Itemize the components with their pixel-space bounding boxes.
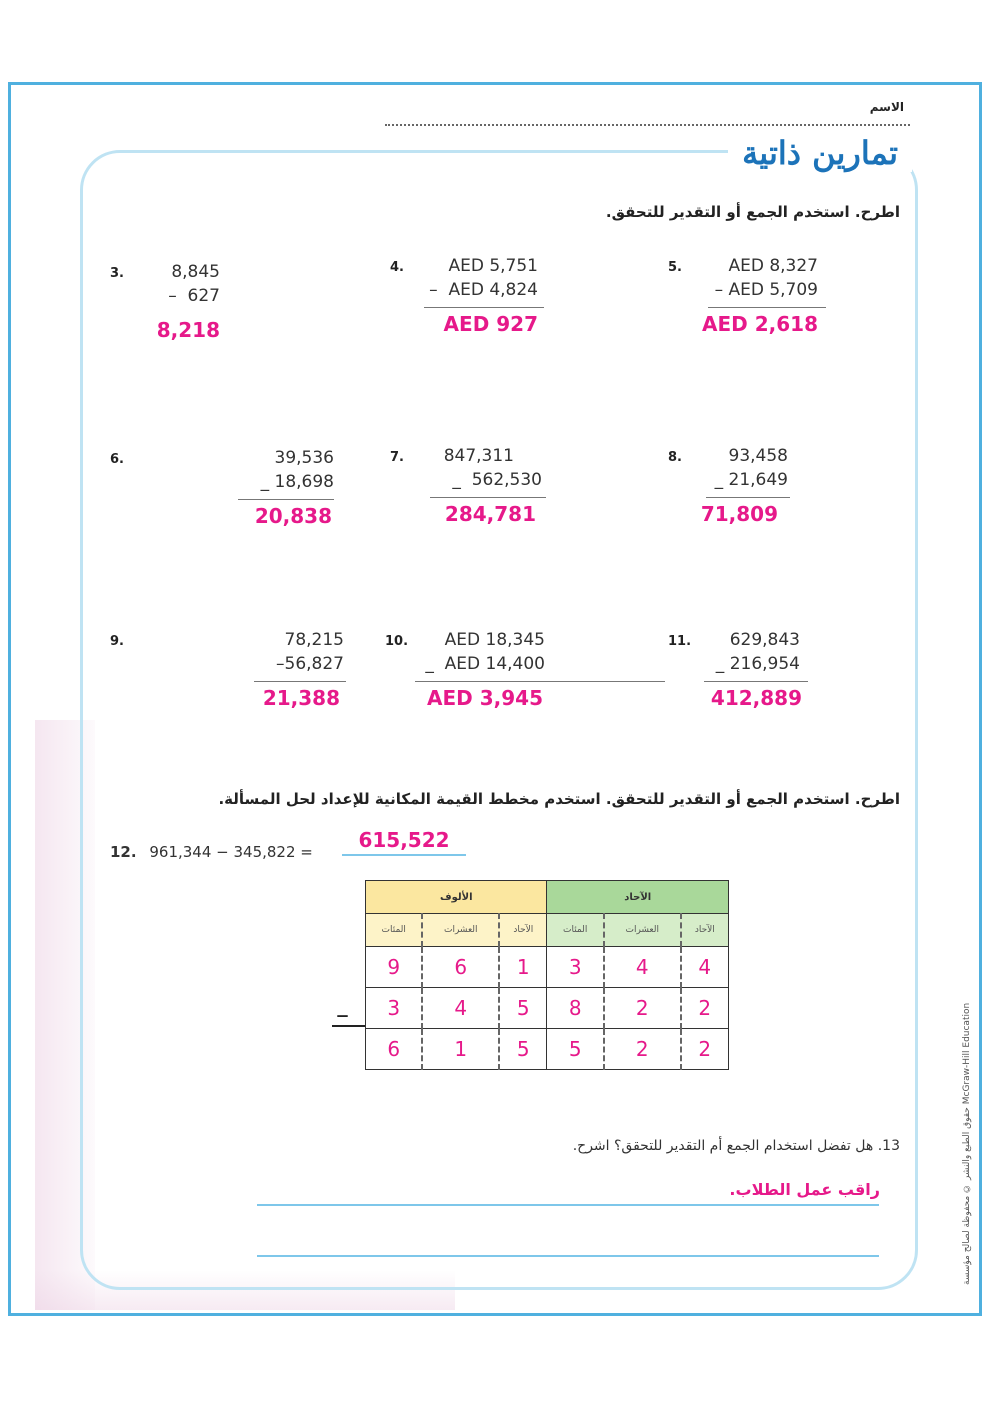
problem-number: 3. [110,266,124,281]
answer-rule [430,497,546,498]
subheader: الآحاد [499,914,547,947]
subtraction-rule [332,1025,365,1027]
problem-number: 10. [385,634,409,649]
subheader: المئات [366,914,423,947]
group-header-ones: الآحاد [547,881,729,914]
minus-sign: – [336,1000,349,1030]
name-label: الاسم [869,100,904,114]
minuend: AED 18,345 [444,630,545,650]
writing-line[interactable] [257,1204,879,1206]
digit-cell[interactable]: 4 [604,947,681,988]
problem-number: 11. [668,634,692,649]
subheader: العشرات [604,914,681,947]
digit-cell[interactable]: 3 [547,947,604,988]
answer: AED 3,945 [427,686,543,710]
chart-row-minuend [366,947,729,988]
digit-cell[interactable]: 4 [422,988,499,1029]
digit-cell[interactable]: 1 [422,1029,499,1070]
writing-line[interactable] [257,1255,879,1257]
digit-cell[interactable]: 5 [499,988,547,1029]
minuend: 78,215 [284,630,344,650]
answer-rule [706,497,790,498]
minuend: 8,845 [171,262,220,282]
answer-rule [415,681,665,682]
answer-rule [424,307,544,308]
page-title: تمارين ذاتية [742,134,898,172]
instruction-2: اطرح. استخدم الجمع أو التقدير للتحقق. استخدم مخطط القيمة المكانية للإعداد لحل المسألة. [218,790,900,808]
subheader: العشرات [422,914,499,947]
minuend: AED 5,751 [448,256,538,276]
problem-5 [668,256,908,346]
answer: 20,838 [254,504,332,528]
problem-number: 6. [110,452,124,467]
subtrahend: _ 562,530 [452,470,542,490]
digit-cell[interactable]: 8 [547,988,604,1029]
subtrahend: – 627 [168,286,220,306]
problem-8 [668,446,908,536]
digit-cell[interactable]: 6 [366,1029,423,1070]
answer: 71,809 [700,502,778,526]
problem-12 [110,843,313,861]
subtrahend: _ 21,649 [714,470,788,490]
problem-number: 12. [110,843,137,861]
minuend: 629,843 [729,630,800,650]
subtrahend: _ 216,954 [715,654,800,674]
answer: 21,388 [262,686,340,710]
digit-cell[interactable]: 9 [366,947,423,988]
title-wrap [728,134,912,172]
digit-cell[interactable]: 2 [681,1029,729,1070]
minuend: 847,311 [443,446,514,466]
subtrahend: _ AED 14,400 [425,654,545,674]
problem-4 [390,256,630,346]
digit-cell[interactable]: 5 [499,1029,547,1070]
digit-cell[interactable]: 3 [366,988,423,1029]
answer: AED 2,618 [702,312,818,336]
problem-number: 9. [110,634,124,649]
digit-cell[interactable]: 2 [604,988,681,1029]
minuend: AED 8,327 [728,256,818,276]
name-field[interactable] [385,124,910,126]
problem-7 [390,446,630,536]
problem-11 [668,630,908,720]
minuend: 93,458 [728,446,788,466]
digit-cell[interactable]: 5 [547,1029,604,1070]
answer: AED 927 [443,312,538,336]
answer: 8,218 [156,318,220,342]
answer: 284,781 [444,502,536,526]
answer-rule [708,307,826,308]
place-value-chart [365,880,729,1070]
subtrahend: _ 18,698 [260,472,334,492]
expression: 961,344 − 345,822 = [149,843,313,861]
digit-cell[interactable]: 2 [604,1029,681,1070]
group-header-thousands: الألوف [366,881,547,914]
digit-cell[interactable]: 6 [422,947,499,988]
subtrahend: – AED 5,709 [714,280,818,300]
problem-9 [110,630,350,720]
chart-row-difference [366,1029,729,1070]
minuend: 39,536 [274,448,334,468]
question-13-answer: راقب عمل الطلاب. [729,1180,880,1199]
problem-12-answer[interactable]: 615,522 [342,828,466,856]
problem-6 [110,448,350,538]
answer: 412,889 [710,686,802,710]
copyright-sidebar: حقوق الطبع والنشر © محفوظة لصالح مؤسسة McGraw-Hill Education [962,1002,972,1285]
answer-rule [704,681,808,682]
problem-number: 7. [390,450,404,465]
problem-number: 5. [668,260,682,275]
problem-number: 8. [668,450,682,465]
question-13: 13. هل تفضل استخدام الجمع أم التقدير للتحقق؟ اشرح. [572,1138,900,1154]
problem-10 [385,630,625,720]
instruction-1: اطرح. استخدم الجمع أو التقدير للتحقق. [605,203,900,221]
subtrahend: –56,827 [276,654,344,674]
problem-number: 4. [390,260,404,275]
digit-cell[interactable]: 1 [499,947,547,988]
answer-rule [238,499,334,500]
subheader: الآحاد [681,914,729,947]
chart-row-subtrahend [366,988,729,1029]
digit-cell[interactable]: 2 [681,988,729,1029]
problem-3 [110,262,350,352]
digit-cell[interactable]: 4 [681,947,729,988]
answer-rule [254,681,346,682]
subheader: المئات [547,914,604,947]
subtrahend: – AED 4,824 [429,280,538,300]
